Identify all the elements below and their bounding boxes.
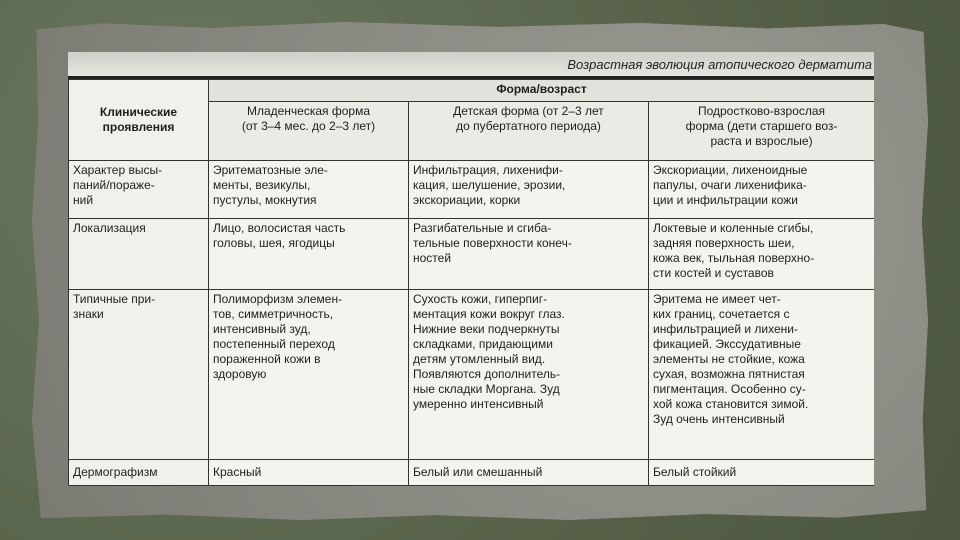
cell-text: Эритематозные эле- менты, везикулы, пустулы, мокнутия <box>213 162 328 207</box>
cell-text: Локтевые и коленные сгибы, задняя поверхность шеи, кожа век, тыльная поверхно- сти костей и суставов <box>653 221 815 281</box>
cell-text: Белый или смешанный <box>413 464 543 479</box>
cell-text: Разгибательные и сгиба- тельные поверхности конеч- ностей <box>413 221 572 266</box>
row-label-cell <box>69 290 209 460</box>
table-cell <box>649 290 875 460</box>
row-label: Локализация <box>73 221 146 236</box>
document-title: Возрастная эволюция атопического дерматита <box>567 57 872 72</box>
table-cell <box>209 219 409 290</box>
table-cell <box>409 219 649 290</box>
group-header-cell <box>209 80 875 102</box>
row-label: Характер высы- паний/пораже- ний <box>73 162 163 207</box>
column-header-child <box>409 102 649 161</box>
table-cell <box>209 459 409 485</box>
row-label-cell <box>69 219 209 290</box>
column-header-label: Младенческая форма (от 3–4 мес. до 2–3 лет) <box>241 104 376 134</box>
column-header-infant <box>209 102 409 161</box>
table-row <box>69 290 875 460</box>
cell-text: Сухость кожи, гиперпиг- ментация кожи вокруг глаз. Нижние веки подчеркнуты складками, придающими детям утомленный вид. Появляются дополнитель- ные складки Моргана. Зуд умеренно интенсивный <box>413 292 565 412</box>
row-label: Дермографизм <box>73 464 158 479</box>
table-cell <box>649 219 875 290</box>
table-row <box>69 459 875 485</box>
row-header-cell <box>69 80 209 161</box>
table-cell <box>649 459 875 485</box>
cell-text: Полиморфизм элемен- тов, симметричность, интенсивный зуд, постепенный переход пораженной кожи в здоровую <box>213 292 343 382</box>
column-header-label: Детская форма (от 2–3 лет до пубертатного периода) <box>453 104 604 134</box>
cell-text: Красный <box>213 464 262 479</box>
cell-text: Инфильтрация, лихенифи- кация, шелушение, эрозии, экскориации, корки <box>413 162 566 207</box>
atopic-dermatitis-table <box>68 79 874 486</box>
title-strip <box>68 52 874 79</box>
row-label-cell <box>69 160 209 219</box>
table-cell <box>409 459 649 485</box>
cell-text: Белый стойкий <box>653 464 737 479</box>
column-header-label: Подростково-взрослая форма (дети старшего воз- раста и взрослые) <box>685 104 838 149</box>
column-header-adult <box>649 102 875 161</box>
cell-text: Лицо, волосистая часть головы, шея, ягодицы <box>213 221 346 251</box>
cell-text: Эритема не имеет чет- ких границ, сочетается с инфильтрацией и лихени- фикацией. Экссудативные элементы не стойкие, кожа сухая, возможна пятнистая пигментация. Особенно су- хой кожа становится зимой. Зуд очень интенсивный <box>653 292 809 427</box>
table-row <box>69 160 875 219</box>
table-cell <box>209 160 409 219</box>
group-header-label: Форма/возраст <box>496 82 587 96</box>
scanned-table-image <box>68 52 874 486</box>
table-cell <box>409 290 649 460</box>
row-header-label: Клинические проявления <box>99 104 178 134</box>
table-cell <box>209 290 409 460</box>
table-cell <box>649 160 875 219</box>
row-label: Типичные при- знаки <box>73 292 156 322</box>
row-label-cell <box>69 459 209 485</box>
table-row <box>69 219 875 290</box>
cell-text: Экскориации, лихеноидные папулы, очаги лихенифика- ции и инфильтрации кожи <box>653 162 808 207</box>
table-cell <box>409 160 649 219</box>
